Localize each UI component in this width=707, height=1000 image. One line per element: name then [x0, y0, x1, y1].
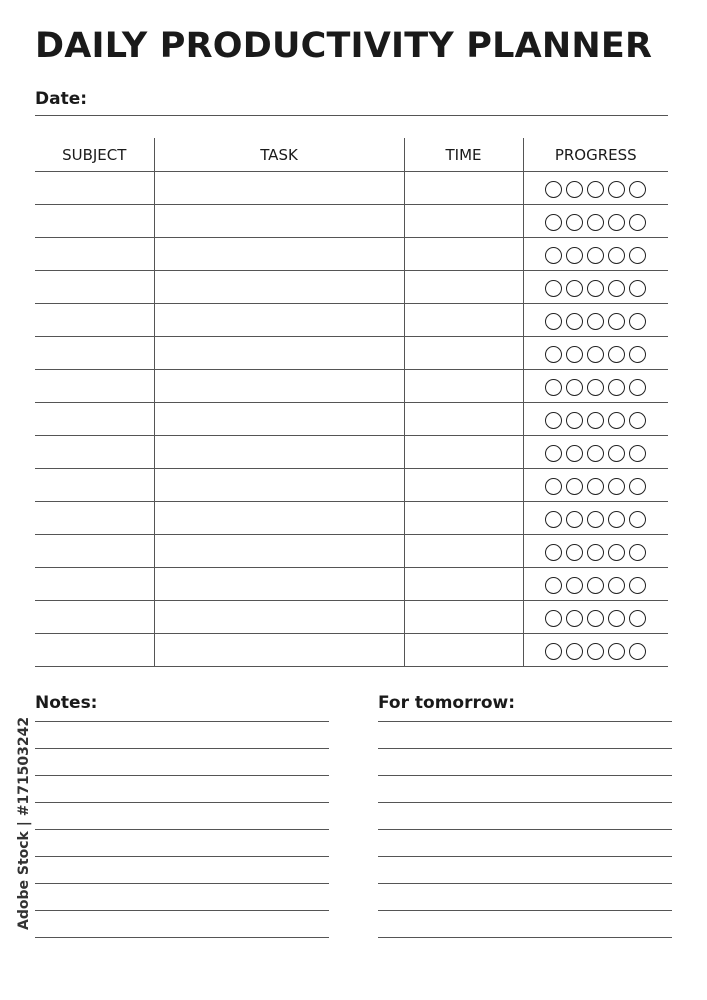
progress-circle[interactable]	[566, 478, 583, 495]
progress-circle[interactable]	[629, 577, 646, 594]
progress-circle[interactable]	[587, 346, 604, 363]
progress-cell	[523, 469, 668, 502]
notes-line[interactable]	[35, 776, 329, 803]
progress-cell	[523, 238, 668, 271]
task-header: TASK	[154, 138, 404, 172]
time-cell[interactable]	[404, 337, 523, 370]
progress-circle[interactable]	[566, 610, 583, 627]
progress-circle[interactable]	[587, 610, 604, 627]
progress-circle[interactable]	[629, 643, 646, 660]
progress-circle[interactable]	[608, 511, 625, 528]
task-cell[interactable]	[154, 601, 404, 634]
subject-cell[interactable]	[35, 535, 154, 568]
table-row	[35, 436, 668, 469]
progress-circle[interactable]	[587, 577, 604, 594]
planner-rows	[35, 172, 668, 667]
progress-circle[interactable]	[608, 280, 625, 297]
time-cell[interactable]	[404, 205, 523, 238]
date-label: Date:	[35, 89, 88, 109]
task-cell[interactable]	[154, 469, 404, 502]
progress-circle[interactable]	[545, 445, 562, 462]
progress-circle[interactable]	[629, 478, 646, 495]
progress-circle[interactable]	[545, 214, 562, 231]
progress-circle[interactable]	[629, 610, 646, 627]
table-row	[35, 634, 668, 667]
time-cell[interactable]	[404, 370, 523, 403]
notes-label: Notes:	[35, 688, 329, 722]
progress-circle[interactable]	[629, 346, 646, 363]
progress-cell	[523, 535, 668, 568]
tomorrow-label: For tomorrow:	[378, 688, 672, 722]
table-row	[35, 304, 668, 337]
progress-circle[interactable]	[587, 247, 604, 264]
progress-circle[interactable]	[545, 544, 562, 561]
progress-cell	[523, 502, 668, 535]
table-row	[35, 205, 668, 238]
table-row	[35, 568, 668, 601]
progress-circle[interactable]	[608, 445, 625, 462]
progress-circle[interactable]	[566, 511, 583, 528]
date-field[interactable]	[35, 86, 668, 116]
progress-circle[interactable]	[566, 412, 583, 429]
subject-cell[interactable]	[35, 304, 154, 337]
tomorrow-section	[378, 688, 672, 938]
subject-cell[interactable]	[35, 469, 154, 502]
progress-cell	[523, 436, 668, 469]
time-cell[interactable]	[404, 436, 523, 469]
notes-lines	[35, 722, 329, 938]
progress-cell	[523, 370, 668, 403]
progress-circle[interactable]	[566, 313, 583, 330]
notes-line[interactable]	[35, 722, 329, 749]
progress-circle[interactable]	[629, 247, 646, 264]
subject-cell[interactable]	[35, 436, 154, 469]
task-cell[interactable]	[154, 568, 404, 601]
progress-circle[interactable]	[545, 511, 562, 528]
time-cell[interactable]	[404, 535, 523, 568]
progress-circle[interactable]	[608, 181, 625, 198]
progress-circle[interactable]	[587, 643, 604, 660]
task-cell[interactable]	[154, 502, 404, 535]
progress-circle[interactable]	[587, 445, 604, 462]
progress-circle[interactable]	[608, 346, 625, 363]
notes-line[interactable]	[35, 911, 329, 938]
progress-circle[interactable]	[587, 313, 604, 330]
progress-circle[interactable]	[608, 544, 625, 561]
time-cell[interactable]	[404, 403, 523, 436]
progress-circle[interactable]	[629, 214, 646, 231]
progress-circle[interactable]	[629, 379, 646, 396]
progress-circle[interactable]	[566, 181, 583, 198]
progress-circle[interactable]	[629, 511, 646, 528]
time-cell[interactable]	[404, 469, 523, 502]
progress-circle[interactable]	[629, 280, 646, 297]
table-header-row	[35, 138, 668, 172]
time-cell[interactable]	[404, 271, 523, 304]
progress-circle[interactable]	[566, 247, 583, 264]
notes-line[interactable]	[35, 830, 329, 857]
time-cell[interactable]	[404, 634, 523, 667]
notes-line[interactable]	[35, 857, 329, 884]
task-cell[interactable]	[154, 634, 404, 667]
progress-circle[interactable]	[608, 247, 625, 264]
subject-cell[interactable]	[35, 403, 154, 436]
tomorrow-line[interactable]	[378, 911, 672, 938]
progress-circle[interactable]	[629, 181, 646, 198]
progress-circle[interactable]	[566, 379, 583, 396]
progress-circle[interactable]	[587, 181, 604, 198]
progress-circle[interactable]	[629, 313, 646, 330]
table-row	[35, 469, 668, 502]
time-cell[interactable]	[404, 172, 523, 205]
progress-circle[interactable]	[587, 412, 604, 429]
tomorrow-line[interactable]	[378, 830, 672, 857]
progress-circle[interactable]	[587, 379, 604, 396]
progress-cell	[523, 172, 668, 205]
progress-circle[interactable]	[566, 577, 583, 594]
progress-cell	[523, 271, 668, 304]
progress-circle[interactable]	[545, 577, 562, 594]
subject-cell[interactable]	[35, 205, 154, 238]
task-cell[interactable]	[154, 370, 404, 403]
notes-line[interactable]	[35, 749, 329, 776]
progress-circle[interactable]	[545, 247, 562, 264]
subject-header: SUBJECT	[35, 138, 154, 172]
task-cell[interactable]	[154, 403, 404, 436]
tomorrow-line[interactable]	[378, 884, 672, 911]
progress-circle[interactable]	[587, 511, 604, 528]
time-cell[interactable]	[404, 304, 523, 337]
progress-circle[interactable]	[545, 478, 562, 495]
table-row	[35, 403, 668, 436]
task-cell[interactable]	[154, 535, 404, 568]
planner-title: DAILY PRODUCTIVITY PLANNER	[35, 26, 653, 66]
progress-circle[interactable]	[545, 643, 562, 660]
progress-circle[interactable]	[608, 412, 625, 429]
progress-circle[interactable]	[545, 610, 562, 627]
progress-circle[interactable]	[629, 412, 646, 429]
planner-table	[35, 138, 668, 667]
progress-cell	[523, 205, 668, 238]
progress-circle[interactable]	[608, 577, 625, 594]
notes-line[interactable]	[35, 803, 329, 830]
time-cell[interactable]	[404, 601, 523, 634]
progress-circle[interactable]	[587, 214, 604, 231]
progress-circle[interactable]	[629, 544, 646, 561]
progress-cell	[523, 634, 668, 667]
task-cell[interactable]	[154, 205, 404, 238]
progress-circle[interactable]	[587, 544, 604, 561]
progress-cell	[523, 568, 668, 601]
progress-circle[interactable]	[566, 643, 583, 660]
tomorrow-lines	[378, 722, 672, 938]
table-row	[35, 370, 668, 403]
progress-cell	[523, 403, 668, 436]
progress-circle[interactable]	[545, 280, 562, 297]
stock-watermark	[12, 716, 36, 930]
progress-circle[interactable]	[545, 379, 562, 396]
time-cell[interactable]	[404, 568, 523, 601]
progress-circle[interactable]	[545, 313, 562, 330]
table-row	[35, 502, 668, 535]
subject-cell[interactable]	[35, 271, 154, 304]
subject-cell[interactable]	[35, 337, 154, 370]
tomorrow-line[interactable]	[378, 776, 672, 803]
time-header: TIME	[404, 138, 523, 172]
table-row	[35, 337, 668, 370]
progress-circle[interactable]	[608, 643, 625, 660]
progress-circle[interactable]	[608, 478, 625, 495]
progress-circle[interactable]	[566, 214, 583, 231]
stock-watermark-text: Adobe Stock | #171503242	[16, 716, 32, 930]
progress-circle[interactable]	[587, 478, 604, 495]
progress-circle[interactable]	[566, 280, 583, 297]
table-row	[35, 172, 668, 205]
progress-circle[interactable]	[566, 544, 583, 561]
task-cell[interactable]	[154, 337, 404, 370]
subject-cell[interactable]	[35, 172, 154, 205]
subject-cell[interactable]	[35, 568, 154, 601]
progress-header: PROGRESS	[523, 138, 668, 172]
progress-circle[interactable]	[608, 214, 625, 231]
notes-line[interactable]	[35, 884, 329, 911]
progress-circle[interactable]	[608, 313, 625, 330]
progress-circle[interactable]	[545, 412, 562, 429]
task-cell[interactable]	[154, 271, 404, 304]
time-cell[interactable]	[404, 502, 523, 535]
task-cell[interactable]	[154, 238, 404, 271]
table-row	[35, 535, 668, 568]
table-row	[35, 271, 668, 304]
subject-cell[interactable]	[35, 502, 154, 535]
subject-cell[interactable]	[35, 634, 154, 667]
tomorrow-line[interactable]	[378, 857, 672, 884]
progress-circle[interactable]	[545, 181, 562, 198]
subject-cell[interactable]	[35, 601, 154, 634]
table-row	[35, 601, 668, 634]
tomorrow-line[interactable]	[378, 749, 672, 776]
progress-cell	[523, 337, 668, 370]
progress-cell	[523, 601, 668, 634]
task-cell[interactable]	[154, 172, 404, 205]
progress-circle[interactable]	[566, 346, 583, 363]
task-cell[interactable]	[154, 436, 404, 469]
progress-circle[interactable]	[545, 346, 562, 363]
notes-section	[35, 688, 329, 938]
tomorrow-line[interactable]	[378, 803, 672, 830]
progress-circle[interactable]	[629, 445, 646, 462]
time-cell[interactable]	[404, 238, 523, 271]
task-cell[interactable]	[154, 304, 404, 337]
tomorrow-line[interactable]	[378, 722, 672, 749]
subject-cell[interactable]	[35, 238, 154, 271]
progress-circle[interactable]	[608, 610, 625, 627]
progress-circle[interactable]	[587, 280, 604, 297]
subject-cell[interactable]	[35, 370, 154, 403]
progress-circle[interactable]	[608, 379, 625, 396]
progress-cell	[523, 304, 668, 337]
progress-circle[interactable]	[566, 445, 583, 462]
table-row	[35, 238, 668, 271]
